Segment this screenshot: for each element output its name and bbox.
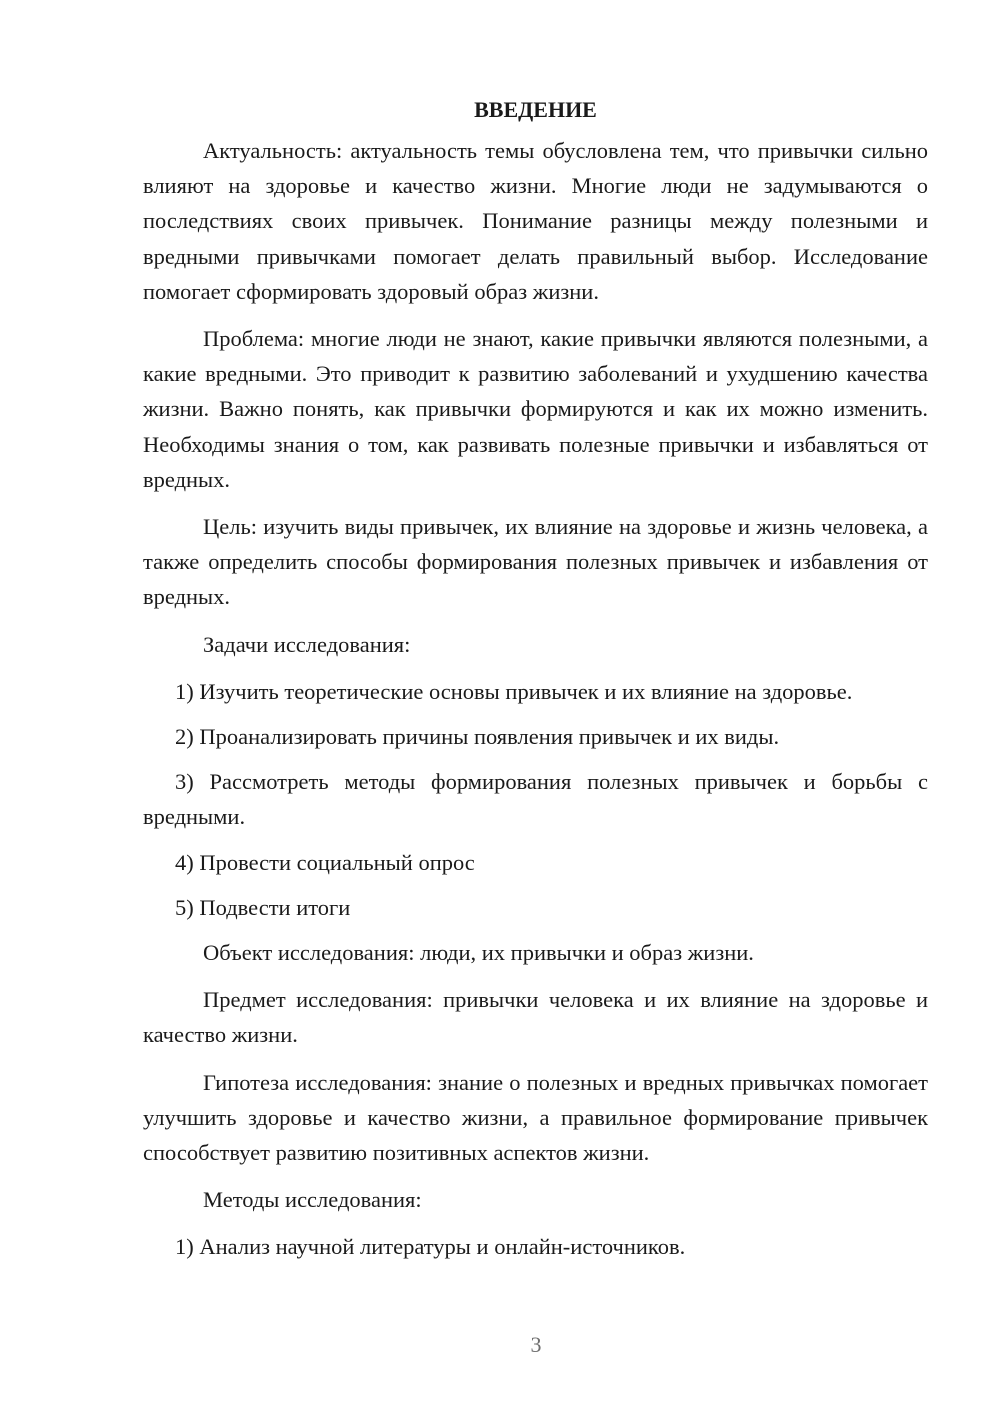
subject-paragraph: Предмет исследования: привычки человека и их влияние на здоровье и качество жизни.	[143, 987, 928, 1048]
object-paragraph: Объект исследования: люди, их привычки и образ жизни.	[203, 940, 754, 966]
relevance-paragraph: Актуальность: актуальность темы обусловлена тем, что привычки сильно влияют на здоровье и качество жизни. Многие люди не задумываются о последствиях своих привычек. Понимание разницы между полезными и вредными привычками помогает делать правильный выбор. Исследование помогает сформировать здоровый образ жизни.	[143, 138, 928, 304]
task-item: 5) Подвести итоги	[175, 894, 351, 920]
task-item: 2) Проанализировать причины появления привычек и их виды.	[175, 724, 780, 750]
tasks-label: Задачи исследования:	[203, 631, 411, 657]
document-page	[143, 94, 928, 1275]
problem-paragraph: Проблема: многие люди не знают, какие привычки являются полезными, а какие вредными. Это приводит к развитию заболеваний и ухудшению качества жизни. Важно понять, как привычки формируются и как их можно изменить. Необходимы знания о том, как развивать полезные привычки и избавляться от вредных.	[143, 326, 928, 492]
goal-paragraph: Цель: изучить виды привычек, их влияние на здоровье и жизнь человека, а также определить способы формирования полезных привычек и избавления от вредных.	[143, 514, 928, 610]
page-number: 3	[530, 1332, 542, 1357]
hypothesis-paragraph: Гипотеза исследования: знание о полезных и вредных привычках помогает улучшить здоровье и качество жизни, а правильное формирование привычек способствует развитию позитивных аспектов жизни.	[143, 1069, 928, 1166]
section-heading: ВВЕДЕНИЕ	[474, 97, 597, 122]
methods-label: Методы исследования:	[203, 1187, 422, 1213]
method-item: 1) Анализ научной литературы и онлайн-источников.	[175, 1234, 686, 1260]
task-item: 4) Провести социальный опрос	[175, 849, 475, 875]
task-item: 3) Рассмотреть методы формирования полезных привычек и борьбы с вредными.	[143, 769, 928, 830]
task-item: 1) Изучить теоретические основы привычек и их влияние на здоровье.	[175, 678, 853, 704]
